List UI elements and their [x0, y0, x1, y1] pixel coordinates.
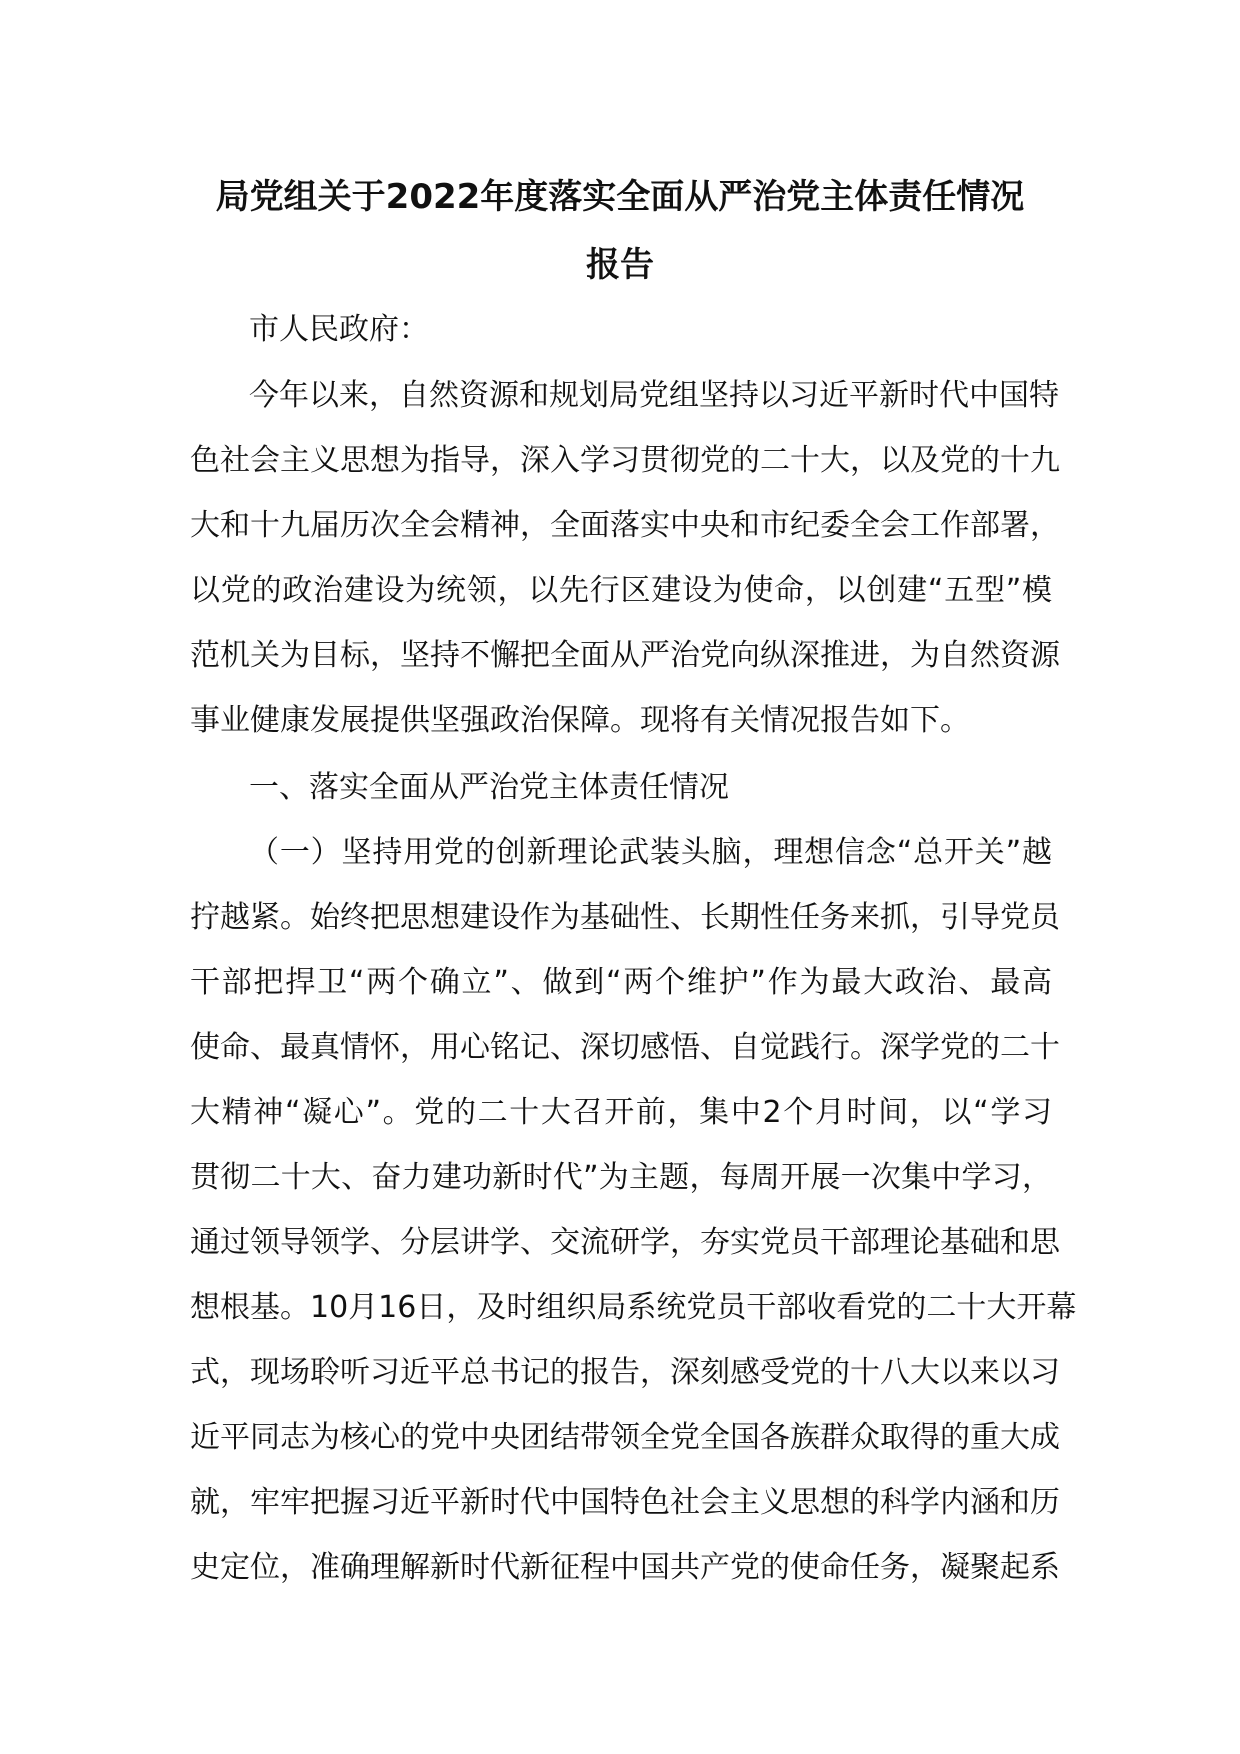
paragraph-2-line: 使命、最真情怀，用心铭记、深切感悟、自觉践行。深学党的二十	[190, 1030, 1060, 1065]
document-title-line-2: 报告	[586, 245, 654, 285]
paragraph-2-line: 通过领导领学、分层讲学、交流研学，夯实党员干部理论基础和思	[190, 1225, 1060, 1260]
paragraph-2-line: 史定位，准确理解新时代新征程中国共产党的使命任务，凝聚起系	[190, 1550, 1060, 1585]
paragraph-2-line: 式，现场聆听习近平总书记的报告，深刻感受党的十八大以来以习	[190, 1355, 1060, 1390]
paragraph-2-line: 就，牢牢把握习近平新时代中国特色社会主义思想的科学内涵和历	[190, 1485, 1060, 1520]
paragraph-2-line: （一）坚持用党的创新理论武装头脑，理想信念“总开关”越	[249, 835, 1052, 870]
paragraph-1-line: 大和十九届历次全会精神，全面落实中央和市纪委全会工作部署，	[190, 508, 1060, 543]
paragraph-1-line: 范机关为目标，坚持不懈把全面从严治党向纵深推进，为自然资源	[190, 638, 1060, 673]
paragraph-2-line: 大精神“凝心”。党的二十大召开前，集中2个月时间，以“学习	[190, 1095, 1052, 1130]
section-heading: 一、落实全面从严治党主体责任情况	[249, 770, 729, 805]
paragraph-2-line: 干部把捍卫“两个确立”、做到“两个维护”作为最大政治、最高	[190, 965, 1052, 1000]
paragraph-1-line: 今年以来，自然资源和规划局党组坚持以习近平新时代中国特	[249, 378, 1059, 413]
document-title-line-1: 局党组关于2022年度落实全面从严治党主体责任情况	[215, 177, 1025, 217]
paragraph-2-line: 想根基。10月16日，及时组织局系统党员干部收看党的二十大开幕	[190, 1290, 1077, 1325]
paragraph-1-line: 事业健康发展提供坚强政治保障。现将有关情况报告如下。	[190, 703, 970, 738]
paragraph-1-line: 以党的政治建设为统领，以先行区建设为使命，以创建“五型”模	[190, 573, 1052, 608]
salutation: 市人民政府：	[249, 312, 429, 347]
paragraph-2-line: 拧越紧。始终把思想建设作为基础性、长期性任务来抓，引导党员	[190, 900, 1060, 935]
paragraph-2-line: 贯彻二十大、奋力建功新时代”为主题，每周开展一次集中学习，	[190, 1160, 1052, 1195]
paragraph-2-line: 近平同志为核心的党中央团结带领全党全国各族群众取得的重大成	[190, 1420, 1060, 1455]
paragraph-1-line: 色社会主义思想为指导，深入学习贯彻党的二十大，以及党的十九	[190, 443, 1060, 478]
